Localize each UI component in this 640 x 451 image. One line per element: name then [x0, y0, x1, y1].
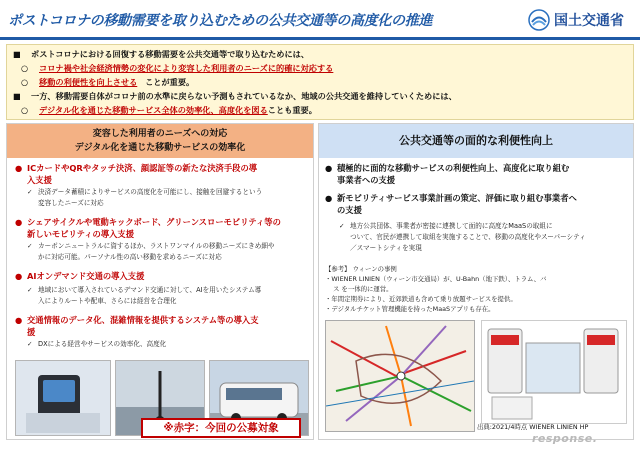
bullet-icon: ● — [15, 217, 23, 227]
summary-line-1: ■ ポストコロナにおける回復する移動需要を公共交通等で取り込むためには、 — [13, 49, 310, 59]
left-heading-line-1: 変容した利用者のニーズへの対応 — [92, 129, 228, 139]
logo-text: 国土交通省 — [554, 13, 624, 29]
right-item-area-service: ● 積極的に面的な移動サービスの利便性向上、高度化に取り組む 事業者への支援 — [325, 163, 570, 185]
summary-line-2: ○ コロナ禍や社会経済情勢の変化により変容した利用者のニーズに的確に対応する — [21, 63, 334, 73]
page-title: ポストコロナの移動需要を取り込むための公共交通等の高度化の推進 — [8, 13, 433, 29]
bullet-icon: ● — [325, 163, 333, 173]
maas-app-screens — [481, 320, 627, 424]
bullet-icon: ● — [15, 315, 23, 325]
vienna-reference: 【参考】 ウィーンの事例 ・WIENER LINIEN（ウィーン市交通局）が、U-Bahn（地下鉄）、トラム、バ ス を一体的に運営。 ・年間定期券により、近郊鉄道も含めて乗り放題サービスを提供。 ・デジタルチケット管理機能を持ったMaaSアプリも存在。 — [325, 265, 547, 313]
check-icon: ✓ — [27, 340, 33, 348]
summary-line-3: ○ 移動の利便性を向上させる ことが重要。 — [21, 77, 195, 87]
right-panel — [318, 123, 634, 440]
bullet-icon: ● — [15, 163, 23, 173]
bullet-icon: ● — [15, 271, 23, 281]
right-panel-heading: 公共交通等の面的な利便性向上 — [319, 124, 633, 158]
check-icon: ✓ — [27, 242, 33, 250]
summary-line-4: ■ 一方、移動需要自体がコロナ前の水準に戻らない予測もされているなか、地域の公共交通を維持していくためには、 — [13, 91, 457, 101]
check-icon: ✓ — [27, 188, 33, 196]
left-item-ai-ondemand: ● AIオンデマンド交通の導入支援 ✓ 地域において導入されているデマンド交通に対して、AIを用いたシステム導 入によりルートや配車、さらには経営を合理化 — [15, 271, 262, 305]
source-caption: 出典:2021/4時点 WIENER LINIEN HP — [477, 423, 589, 431]
application-target-label: ※赤字：今回の公募対象 — [141, 418, 301, 438]
vienna-network-map — [325, 320, 475, 432]
mlit-logo-icon — [528, 9, 550, 31]
app-screenshot-icon — [482, 321, 626, 423]
payment-terminal-icon — [16, 361, 110, 435]
left-heading-line-2: デジタル化を通じた移動サービスの効率化 — [74, 143, 246, 153]
watermark: response. — [532, 432, 598, 445]
mlit-logo — [528, 6, 624, 34]
left-item-traffic-data: ● 交通情報のデータ化、混雑情報を提供するシステム等の導入支 援 ✓ DXによる経営やサービスの効率化、高度化 — [15, 315, 259, 348]
check-icon: ✓ — [339, 222, 345, 230]
left-item-payment: ● ICカードやQRやタッチ決済、顔認証等の新たな決済手段の導 入支援 ✓ 決済データ蓄積によりサービスの高度化を可能にし、接触を回避するという 変容したニーズに対応 — [15, 163, 263, 207]
check-icon: ✓ — [27, 286, 33, 294]
summary-box — [6, 44, 634, 120]
transit-map-icon — [326, 321, 474, 431]
left-panel — [6, 123, 314, 440]
payment-terminal-photo — [15, 360, 111, 436]
bullet-icon: ● — [325, 193, 333, 203]
left-panel-heading — [7, 124, 313, 158]
left-item-mobility: ● シェアサイクルや電動キックボード、グリーンスローモビリティ等の 新しいモビリティの導入支援 ✓ カーボンニュートラルに資するほか、ラストワンマイルの移動ニーズにきめ細や かに対応可能。パーソナル性の高い移動を求めるニーズに対応 — [15, 217, 281, 261]
summary-line-5: ○ デジタル化を通じた移動サービス全体の効率化、高度化を図ることも重要。 — [21, 105, 317, 115]
right-item-maas-plan: ● 新モビリティサービス事業計画の策定、評価に取り組む事業者へ の支援 ✓ 地方公共団体、事業者が密接に連携して面的に高度なMaaSの取組に ついて、官民が連携して取組を実施することで、移動の高度化やスーパーシティ ／スマートシティを実現 — [325, 193, 586, 252]
